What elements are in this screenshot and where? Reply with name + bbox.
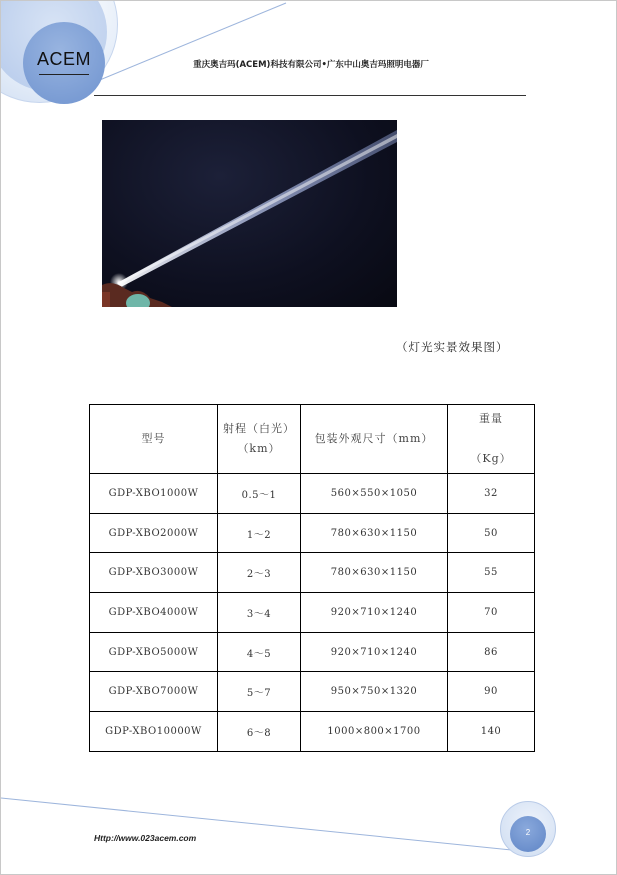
cell-range: 6～8: [218, 712, 301, 752]
cell-weight: 140: [448, 712, 535, 752]
searchlight-beam-image: [102, 120, 397, 307]
cell-size: 920×710×1240: [301, 593, 448, 633]
cell-range: 4～5: [218, 632, 301, 672]
cell-model: GDP-XBO5000W: [90, 632, 218, 672]
cell-range: 2～3: [218, 553, 301, 593]
table-row: [90, 712, 535, 752]
cell-model: GDP-XBO1000W: [90, 474, 218, 514]
cell-model: GDP-XBO2000W: [90, 513, 218, 553]
footer-website-link[interactable]: Http://www.023acem.com: [94, 833, 197, 843]
table-row: [90, 672, 535, 712]
photo-caption: （灯光实景效果图）: [396, 340, 509, 354]
table-row: [90, 553, 535, 593]
cell-range: 3～4: [218, 593, 301, 633]
cell-weight: 70: [448, 593, 535, 633]
cell-size: 1000×800×1700: [301, 712, 448, 752]
cell-weight: 90: [448, 672, 535, 712]
cell-size: 780×630×1150: [301, 513, 448, 553]
searchlight-photo: [102, 120, 397, 307]
cell-weight: 50: [448, 513, 535, 553]
table-row: [90, 632, 535, 672]
cell-range: 1～2: [218, 513, 301, 553]
cell-weight: 86: [448, 632, 535, 672]
header-size-label: 包装外观尺寸（mm）: [314, 432, 434, 445]
page-number: 2: [525, 828, 531, 837]
cell-size: 560×550×1050: [301, 474, 448, 514]
table-header-row: [90, 405, 535, 474]
cell-range: 5～7: [218, 672, 301, 712]
cell-weight: 32: [448, 474, 535, 514]
header-weight-unit: （Kg）: [470, 452, 512, 465]
header-weight-label: 重量: [479, 412, 503, 425]
cell-size: 920×710×1240: [301, 632, 448, 672]
cell-model: GDP-XBO3000W: [90, 553, 218, 593]
table-row: [90, 593, 535, 633]
header-range-label: 射程（白光）: [223, 422, 295, 435]
specs-table: [89, 404, 535, 752]
logo-underline: [39, 74, 89, 75]
cell-model: GDP-XBO7000W: [90, 672, 218, 712]
header-weight: [448, 405, 535, 474]
header-title: 重庆奥吉玛(ACEM)科技有限公司•广东中山奥吉玛照明电器厂: [193, 60, 429, 70]
cell-model: GDP-XBO10000W: [90, 712, 218, 752]
company-logo: ACEM: [36, 49, 91, 69]
header-range: [218, 405, 301, 474]
cell-range: 0.5～1: [218, 474, 301, 514]
table-row: [90, 474, 535, 514]
header-range-unit: （km）: [237, 442, 281, 455]
cell-size: 950×750×1320: [301, 672, 448, 712]
header-model-label: 型号: [141, 432, 166, 445]
header-size: [301, 405, 448, 474]
cell-model: GDP-XBO4000W: [90, 593, 218, 633]
cell-size: 780×630×1150: [301, 553, 448, 593]
cell-weight: 55: [448, 553, 535, 593]
header-model: [90, 405, 218, 474]
table-row: [90, 513, 535, 553]
header-divider: [94, 95, 526, 96]
